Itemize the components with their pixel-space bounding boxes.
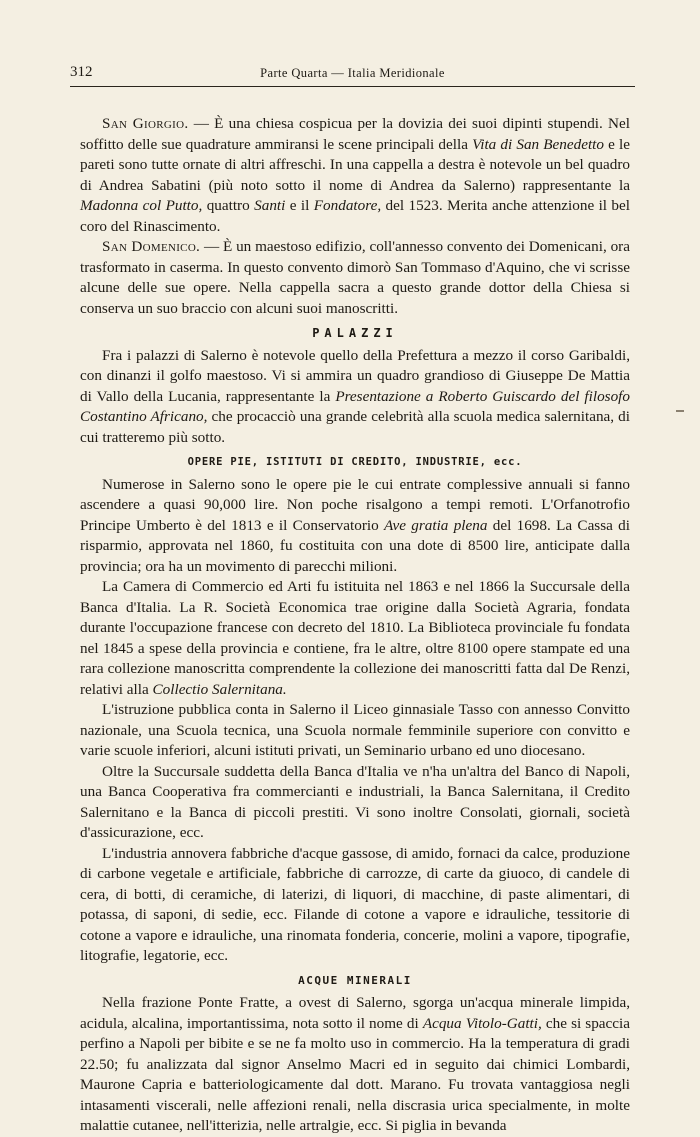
- text-run: del 1523. Merita anche attenzione il bel coro del Rinascimento.: [80, 197, 630, 235]
- italic-title: Santi: [254, 197, 286, 214]
- paragraph-camera-commercio: [80, 577, 630, 700]
- text-run: e il: [285, 197, 314, 214]
- italic-title: Acqua Vitolo-Gatti,: [422, 1014, 542, 1032]
- section-heading-opere-pie: OPERE PIE, ISTITUTI DI CREDITO, INDUSTRIE, ecc.: [187, 456, 523, 468]
- page-number: 312: [70, 64, 93, 80]
- text-run: Numerose in Salerno sono le opere pie le cui entrate complessive annuali si fanno ascendere a quasi 90,000 lire. Non poche risalgono a tempi remoti. L'Orfanotrofio Principe Umberto è del 1813 e il Conservatorio: [80, 475, 630, 534]
- paragraph-san-giorgio: [80, 114, 630, 237]
- running-title: Parte Quarta — Italia Meridionale: [260, 66, 445, 80]
- margin-mark: [676, 410, 684, 412]
- section-heading-palazzi: PALAZZI: [312, 326, 398, 340]
- text-run: La Camera di Commercio ed Arti fu istituita nel 1863 e nel 1866 la Succursale della Banca d'Italia. La R. Società Economica trae origine dalla Società Agraria, fondata durante l'occupazione francese con decreto del 1810. La Biblioteca provinciale fu fondata nel 1845 a spese della provincia e contiene, fra le altre, oltre 8100 opere stampate ed una rara collezione manoscritta comprendente la collezione dei manoscritti fatta dal De Renzi, relativi alla: [80, 578, 630, 698]
- italic-title: Presentazione a Roberto Guiscardo del filosofo Costantino Africano,: [80, 387, 630, 425]
- text-run: Fra i palazzi di Salerno è notevole quello della Prefettura a mezzo il corso Garibaldi, con dinanzi il golfo maestoso. Vi si ammira un quadro grandioso di Giuseppe De Mattia di Vallo della Lucania, rappresentante la: [80, 346, 630, 405]
- page-body: [80, 114, 630, 1137]
- italic-title: Fondatore,: [313, 197, 382, 214]
- paragraph-san-domenico: [80, 237, 630, 319]
- text-run: quattro: [202, 197, 255, 214]
- text-run: che procacciò una grande celebrità alla scuola medica salernitana, di cui tratteremo più sotto.: [80, 408, 630, 446]
- italic-title: Ave gratia plena: [384, 516, 488, 534]
- text-run: — È una chiesa cospicua per la dovizia dei suoi dipinti stupendi. Nel soffitto delle sue quadrature ammiransi le scene principali della: [80, 115, 630, 153]
- italic-title: Collectio Salernitana.: [152, 680, 287, 698]
- paragraph-banche: Oltre la Succursale suddetta della Banca d'Italia ve n'ha un'altra del Banco di Napoli, una Banca Cooperativa fra commercianti e industriali, la Banca Salernitana, il Credito Salernitano e la Banca di piccoli prestiti. Vi sono inoltre Consolati, giornali, società d'assicurazione, ecc.: [80, 762, 630, 841]
- running-header: [70, 62, 635, 87]
- text-run: che si spaccia perfino a Napoli per bibite e se ne fa molto uso in commercio. Ha la temperatura di gradi 22.50; fu analizzata dal signor Anselmo Macri ed in seguito dai chimici Lombardi, Maurone Capria e batteriologicamente dal dott. Marano. Fu trovata vantaggiosa negli intasamenti viscerali, nelle affezioni renali, nella discrasia urica specialmente, in molte malattie cutanee, nell'itterizia, nelle artralgie, ecc. Si piglia in bevanda: [80, 1014, 630, 1134]
- text-run: del 1698. La Cassa di risparmio, approvata nel 1860, fu costituita con una dote di 8500 lire, anticipate dalla provincia; ora ha un movimento di parecchi milioni.: [80, 516, 630, 575]
- paragraph-istruzione: L'istruzione pubblica conta in Salerno il Liceo ginnasiale Tasso con annesso Convitto nazionale, una Scuola tecnica, una Scuola normale femminile superiore con convitto e varie scuole inferiori, alcuni istituti privati, un Seminario urbano ed uno diocesano.: [80, 701, 630, 759]
- text-run: — È un maestoso edifizio, coll'annesso convento dei Domenicani, ora trasformato in caserma. In questo convento dimorò San Tommaso d'Aquino, che vi scrisse alcune delle sue opere. Nella cappella sacra a questo grande dottor della Chiesa si conserva un suo braccio con alcuni suoi manoscritti.: [80, 238, 630, 317]
- entry-lead: San Domenico.: [102, 238, 201, 255]
- paragraph-opere-pie: [80, 475, 630, 578]
- paragraph-industria: L'industria annovera fabbriche d'acque gassose, di amido, fornaci da calce, produzione di carbone vegetale e artificiale, fabbriche di carrozze, di carte da giuoco, di candele di cera, di botti, di ceramiche, di laterizi, di liquori, di macchine, di paste alimentari, di potassa, di saponi, di sedie, ecc. Filande di cotone a vapore e idrauliche, tessitorie di cotone a vapore e idrauliche, una rinomata fonderia, concerie, molini a vapore, tipografie, litografie, legatorie, ecc.: [80, 844, 630, 964]
- section-heading-acque-minerali: ACQUE MINERALI: [298, 973, 412, 987]
- paragraph-acque-minerali: [80, 993, 630, 1137]
- text-run: Nella frazione Ponte Fratte, a ovest di Salerno, sgorga un'acqua minerale limpida, acidula, alcalina, importantissima, nota sotto il nome di: [80, 994, 630, 1032]
- italic-title: Madonna col Putto,: [80, 197, 203, 214]
- text-run: e le pareti sono tutte ornate di altri affreschi. In una cappella a destra è notevole un bel quadro di Andrea Sabatini (più noto sotto il nome di Andrea da Salerno) rappresentante la: [80, 135, 631, 194]
- paragraph-palazzi: [80, 346, 630, 449]
- italic-title: Vita di San Benedetto: [472, 135, 605, 153]
- entry-lead: San Giorgio.: [102, 115, 189, 132]
